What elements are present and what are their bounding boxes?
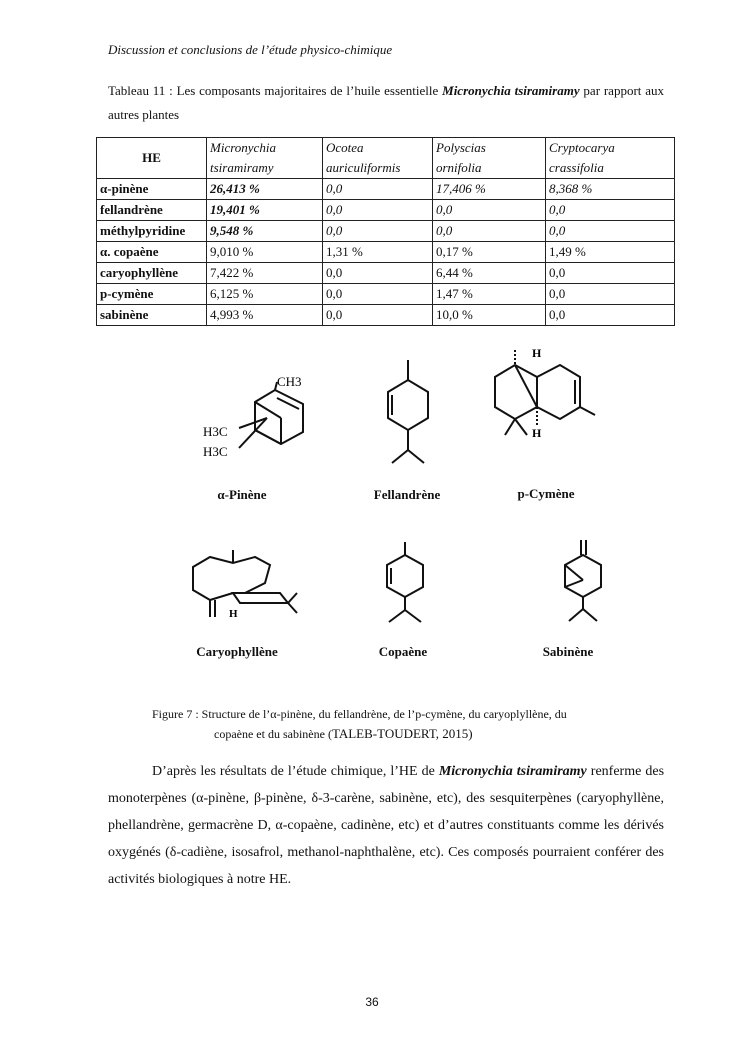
h-label-top: H <box>532 346 542 360</box>
h-label: H <box>229 608 238 620</box>
composition-table <box>96 137 675 326</box>
body-paragraph <box>108 758 664 893</box>
header-species: ornifolia <box>436 160 482 175</box>
paragraph-text-end: renferme des monoterpènes (α-pinène, β-pinène, δ-3-carène, sabinène, etc), des sesquiterpènes (caryophyllène, phellandrène, germacrène D, α-copaène, cadinène, etc) et d’autres constituants comme les dérivés oxygénés (δ-cadiène, isosafrol, methanol-naphthalène, etc). Ces composés pourraient conférer des activités biologiques à notre HE. <box>108 764 665 887</box>
table-row <box>97 305 675 326</box>
cell-value: 1,47 % <box>433 284 546 305</box>
cell-value: 17,406 % <box>433 179 546 200</box>
sabinene-structure <box>555 535 615 625</box>
cell-value: 10,0 % <box>433 305 546 326</box>
compound-name: méthylpyridine <box>97 221 207 242</box>
header-col-4 <box>546 138 675 179</box>
header-col-2 <box>323 138 433 179</box>
cell-value: 9,548 % <box>207 221 323 242</box>
cell-value: 8,368 % <box>546 179 675 200</box>
figure-caption-line1: Figure 7 : Structure de l’α-pinène, du fellandrène, de l’p-cymène, du caryoplyllène, du <box>152 707 567 721</box>
header-col-1 <box>207 138 323 179</box>
cell-value: 0,0 <box>546 305 675 326</box>
label-sabinene: Sabinène <box>542 644 594 659</box>
header-genus: Ocotea <box>326 140 364 155</box>
cell-value: 7,422 % <box>207 263 323 284</box>
caption-citation: TALEB-TOUDERT, 2015) <box>331 726 473 741</box>
cell-value: 0,0 <box>546 284 675 305</box>
table-caption <box>108 79 664 127</box>
header-species: crassifolia <box>549 160 604 175</box>
caption-text-end: par rapport aux autres plantes <box>108 83 664 122</box>
cell-value: 0,0 <box>323 221 433 242</box>
cell-value: 0,0 <box>546 221 675 242</box>
caption-species: Micronychia tsiramiramy <box>442 83 580 98</box>
cell-value: 4,993 % <box>207 305 323 326</box>
cell-value: 1,31 % <box>323 242 433 263</box>
label-copaene: Copaène <box>378 644 428 659</box>
caption-text: copaène et du sabinène ( <box>214 727 332 741</box>
cell-value: 0,0 <box>323 284 433 305</box>
cell-value: 6,44 % <box>433 263 546 284</box>
cell-value: 0,0 <box>546 200 675 221</box>
compound-name: p-cymène <box>97 284 207 305</box>
header-species: tsiramiramy <box>210 160 274 175</box>
header-genus: Cryptocarya <box>549 140 615 155</box>
cell-value: 0,0 <box>433 200 546 221</box>
h3c-label-top: H3C <box>203 424 228 439</box>
header-genus: Micronychia <box>210 140 276 155</box>
label-caryophyllene: Caryophyllène <box>196 644 278 659</box>
cell-value: 0,0 <box>546 263 675 284</box>
ch3-label: CH3 <box>277 374 302 389</box>
cell-value: 1,49 % <box>546 242 675 263</box>
header-he: HE <box>97 138 207 179</box>
label-p-cymene: p-Cymène <box>517 486 575 501</box>
cell-value: 9,010 % <box>207 242 323 263</box>
cell-value: 6,125 % <box>207 284 323 305</box>
h-label-bottom: H <box>532 426 542 440</box>
compound-name: α. copaène <box>97 242 207 263</box>
compound-name: sabinène <box>97 305 207 326</box>
table-header-row <box>97 138 675 179</box>
header-genus: Polyscias <box>436 140 486 155</box>
h3c-label-bottom: H3C <box>203 444 228 459</box>
paragraph-text: D’après les résultats de l’étude chimique, l’HE de <box>152 764 439 779</box>
compound-name: α-pinène <box>97 179 207 200</box>
cell-value: 0,0 <box>433 221 546 242</box>
table-row <box>97 263 675 284</box>
caption-text: Tableau 11 : Les composants majoritaires de l’huile essentielle <box>108 83 443 98</box>
compound-name: caryophyllène <box>97 263 207 284</box>
cell-value: 0,17 % <box>433 242 546 263</box>
label-fellandrene: Fellandrène <box>373 487 441 502</box>
cell-value: 0,0 <box>323 305 433 326</box>
label-alpha-pinene: α-Pinène <box>217 487 267 502</box>
cell-value: 0,0 <box>323 179 433 200</box>
compound-name: fellandrène <box>97 200 207 221</box>
paragraph-species: Micronychia tsiramiramy <box>438 764 587 779</box>
table-row <box>97 221 675 242</box>
p-cymene-structure <box>485 345 605 445</box>
table-row <box>97 200 675 221</box>
cell-value: 26,413 % <box>207 179 323 200</box>
table-row <box>97 242 675 263</box>
cell-value: 0,0 <box>323 263 433 284</box>
fellandrene-structure <box>378 355 438 475</box>
header-species: auriculiformis <box>326 160 401 175</box>
copaene-structure <box>375 540 435 630</box>
page-number: 36 <box>365 995 379 1009</box>
figure-caption-line2 <box>214 726 473 742</box>
caryophyllene-structure <box>185 545 315 625</box>
running-header: Discussion et conclusions de l’étude physico-chimique <box>108 42 393 57</box>
table-row <box>97 179 675 200</box>
cell-value: 0,0 <box>323 200 433 221</box>
alpha-pinene-structure <box>195 370 325 470</box>
header-col-3 <box>433 138 546 179</box>
table-row <box>97 284 675 305</box>
cell-value: 19,401 % <box>207 200 323 221</box>
